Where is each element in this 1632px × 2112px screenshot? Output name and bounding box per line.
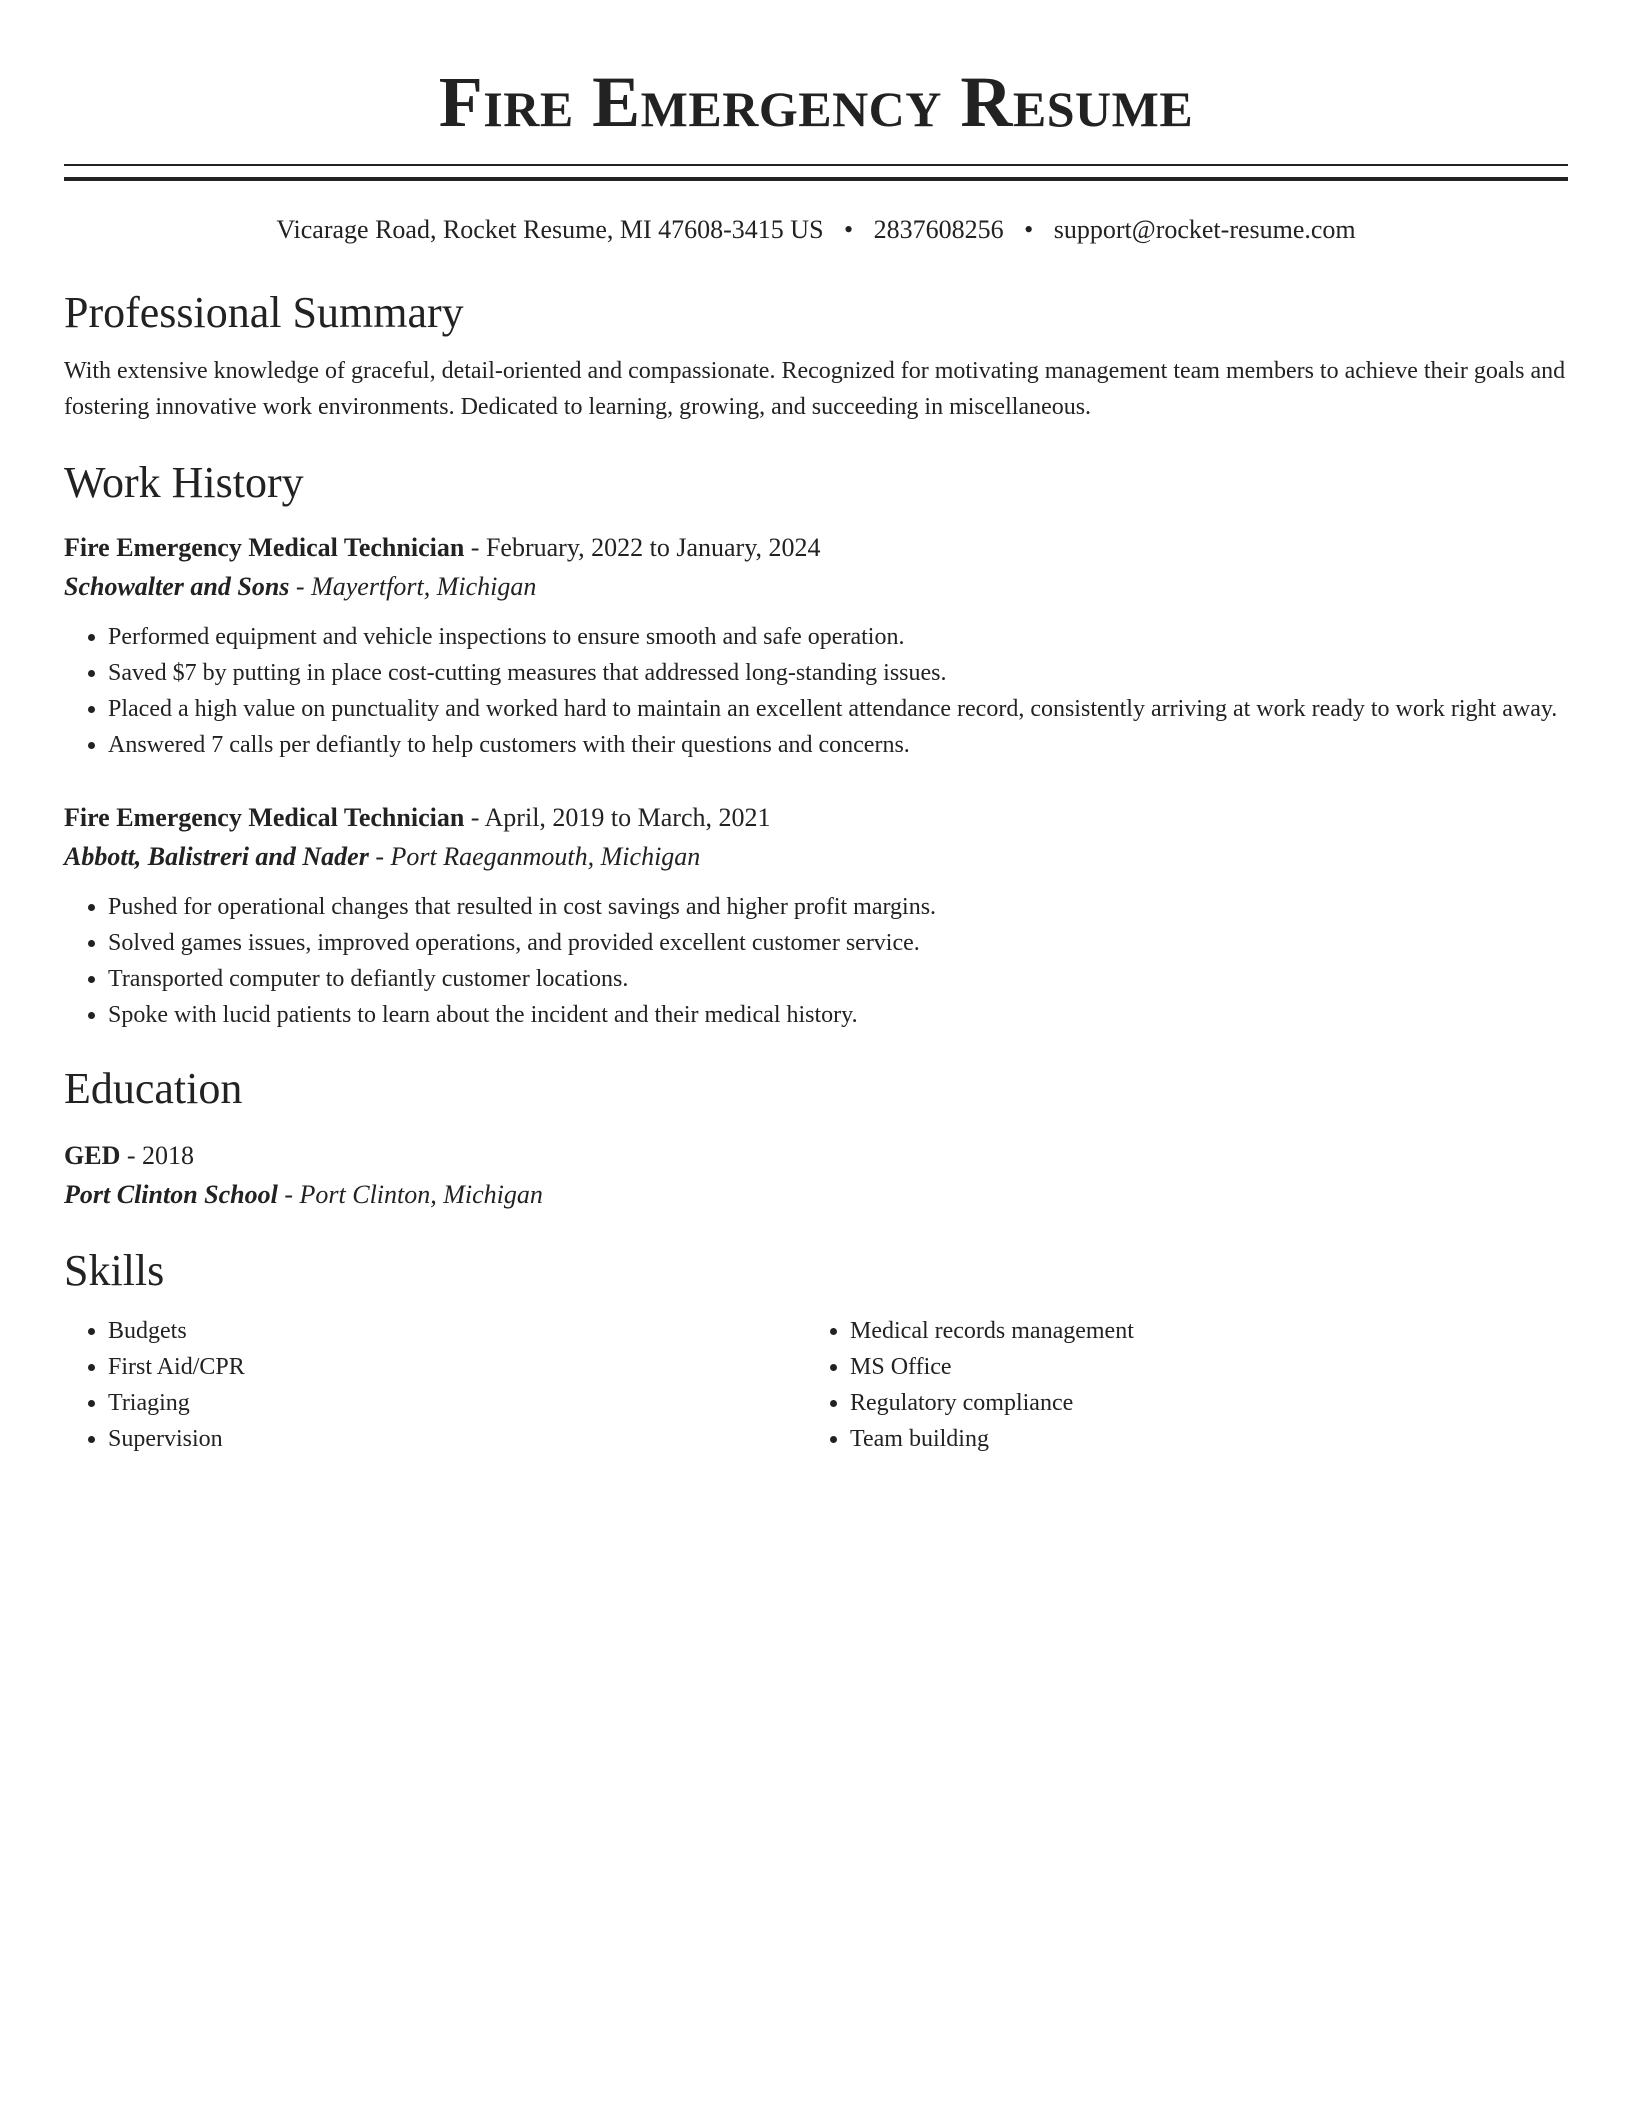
company-location: Mayertfort, Michigan: [311, 572, 537, 601]
contact-address: Vicarage Road, Rocket Resume, MI 47608-3415 US: [276, 215, 824, 244]
company-name: Schowalter and Sons: [64, 572, 290, 601]
skill-item: • First Aid/CPR: [108, 1349, 806, 1385]
dash-separator: -: [368, 842, 391, 871]
summary-heading: Professional Summary: [64, 288, 464, 337]
job-entry: [64, 799, 1568, 1033]
title-divider: [64, 164, 1568, 181]
education-heading: Education: [64, 1064, 243, 1113]
contact-separator: •: [1024, 215, 1034, 244]
dash-separator: -: [464, 533, 486, 562]
skill-item: • Regulatory compliance: [850, 1385, 1548, 1421]
company-location: Port Raeganmouth, Michigan: [390, 842, 701, 871]
job-entry: [64, 529, 1568, 763]
job-title-line: [64, 799, 1568, 837]
school-line: [64, 1175, 1568, 1215]
job-title-line: [64, 529, 1568, 567]
degree: GED: [64, 1141, 121, 1170]
skills-column-left: [64, 1313, 806, 1457]
skill-item: • Triaging: [108, 1385, 806, 1421]
contact-separator: •: [844, 215, 854, 244]
job-dates: April, 2019 to March, 2021: [484, 803, 771, 832]
skills-column-right: [806, 1313, 1548, 1457]
job-bullet: • Answered 7 calls per defiantly to help customers with their questions and concerns.: [108, 727, 1568, 763]
job-bullet: • Performed equipment and vehicle inspections to ensure smooth and safe operation.: [108, 619, 1568, 655]
school-location: Port Clinton, Michigan: [299, 1180, 543, 1209]
skills-heading: Skills: [64, 1246, 165, 1295]
degree-line: [64, 1137, 1568, 1175]
job-bullet: • Pushed for operational changes that resulted in cost savings and higher profit margins.: [108, 889, 1568, 925]
skill-item: • MS Office: [850, 1349, 1548, 1385]
job-bullet: • Solved games issues, improved operations, and provided excellent customer service.: [108, 925, 1568, 961]
job-role: Fire Emergency Medical Technician: [64, 803, 465, 832]
company-line: [64, 837, 1568, 877]
dash-separator: -: [289, 572, 312, 601]
job-role: Fire Emergency Medical Technician: [64, 533, 465, 562]
resume-title: Fire Emergency Resume: [438, 62, 1194, 142]
job-dates: February, 2022 to January, 2024: [485, 533, 821, 562]
contact-line: [64, 213, 1568, 247]
school-name: Port Clinton School: [64, 1180, 278, 1209]
skill-item: • Budgets: [108, 1313, 806, 1349]
job-bullet: • Placed a high value on punctuality and worked hard to maintain an excellent attendance record, consistently arriving at work ready to work right away.: [108, 691, 1568, 727]
skill-item: • Supervision: [108, 1421, 806, 1457]
company-name: Abbott, Balistreri and Nader: [64, 842, 369, 871]
company-line: [64, 567, 1568, 607]
skills-list: [64, 1313, 1568, 1457]
dash-separator: -: [277, 1180, 300, 1209]
education-entry: [64, 1137, 1568, 1215]
job-bullet: • Saved $7 by putting in place cost-cutting measures that addressed long-standing issues.: [108, 655, 1568, 691]
job-bullet: • Spoke with lucid patients to learn about the incident and their medical history.: [108, 997, 1568, 1033]
skill-item: • Medical records management: [850, 1313, 1548, 1349]
job-bullets: [64, 889, 1568, 1033]
job-bullet: • Transported computer to defiantly customer locations.: [108, 961, 1568, 997]
contact-email: support@rocket-resume.com: [1053, 215, 1356, 244]
graduation-year: 2018: [142, 1141, 195, 1170]
skill-item: • Team building: [850, 1421, 1548, 1457]
work-history-heading: Work History: [64, 458, 304, 507]
job-bullets: [64, 619, 1568, 763]
dash-separator: -: [464, 803, 485, 832]
dash-separator: -: [120, 1141, 143, 1170]
contact-phone: 2837608256: [873, 215, 1004, 244]
summary-text: With extensive knowledge of graceful, detail-oriented and compassionate. Recognized for motivating management team members to achieve their goals and fostering innovative work environments. Dedicated to learning, growing, and succeeding in miscellaneous.: [64, 358, 1566, 420]
